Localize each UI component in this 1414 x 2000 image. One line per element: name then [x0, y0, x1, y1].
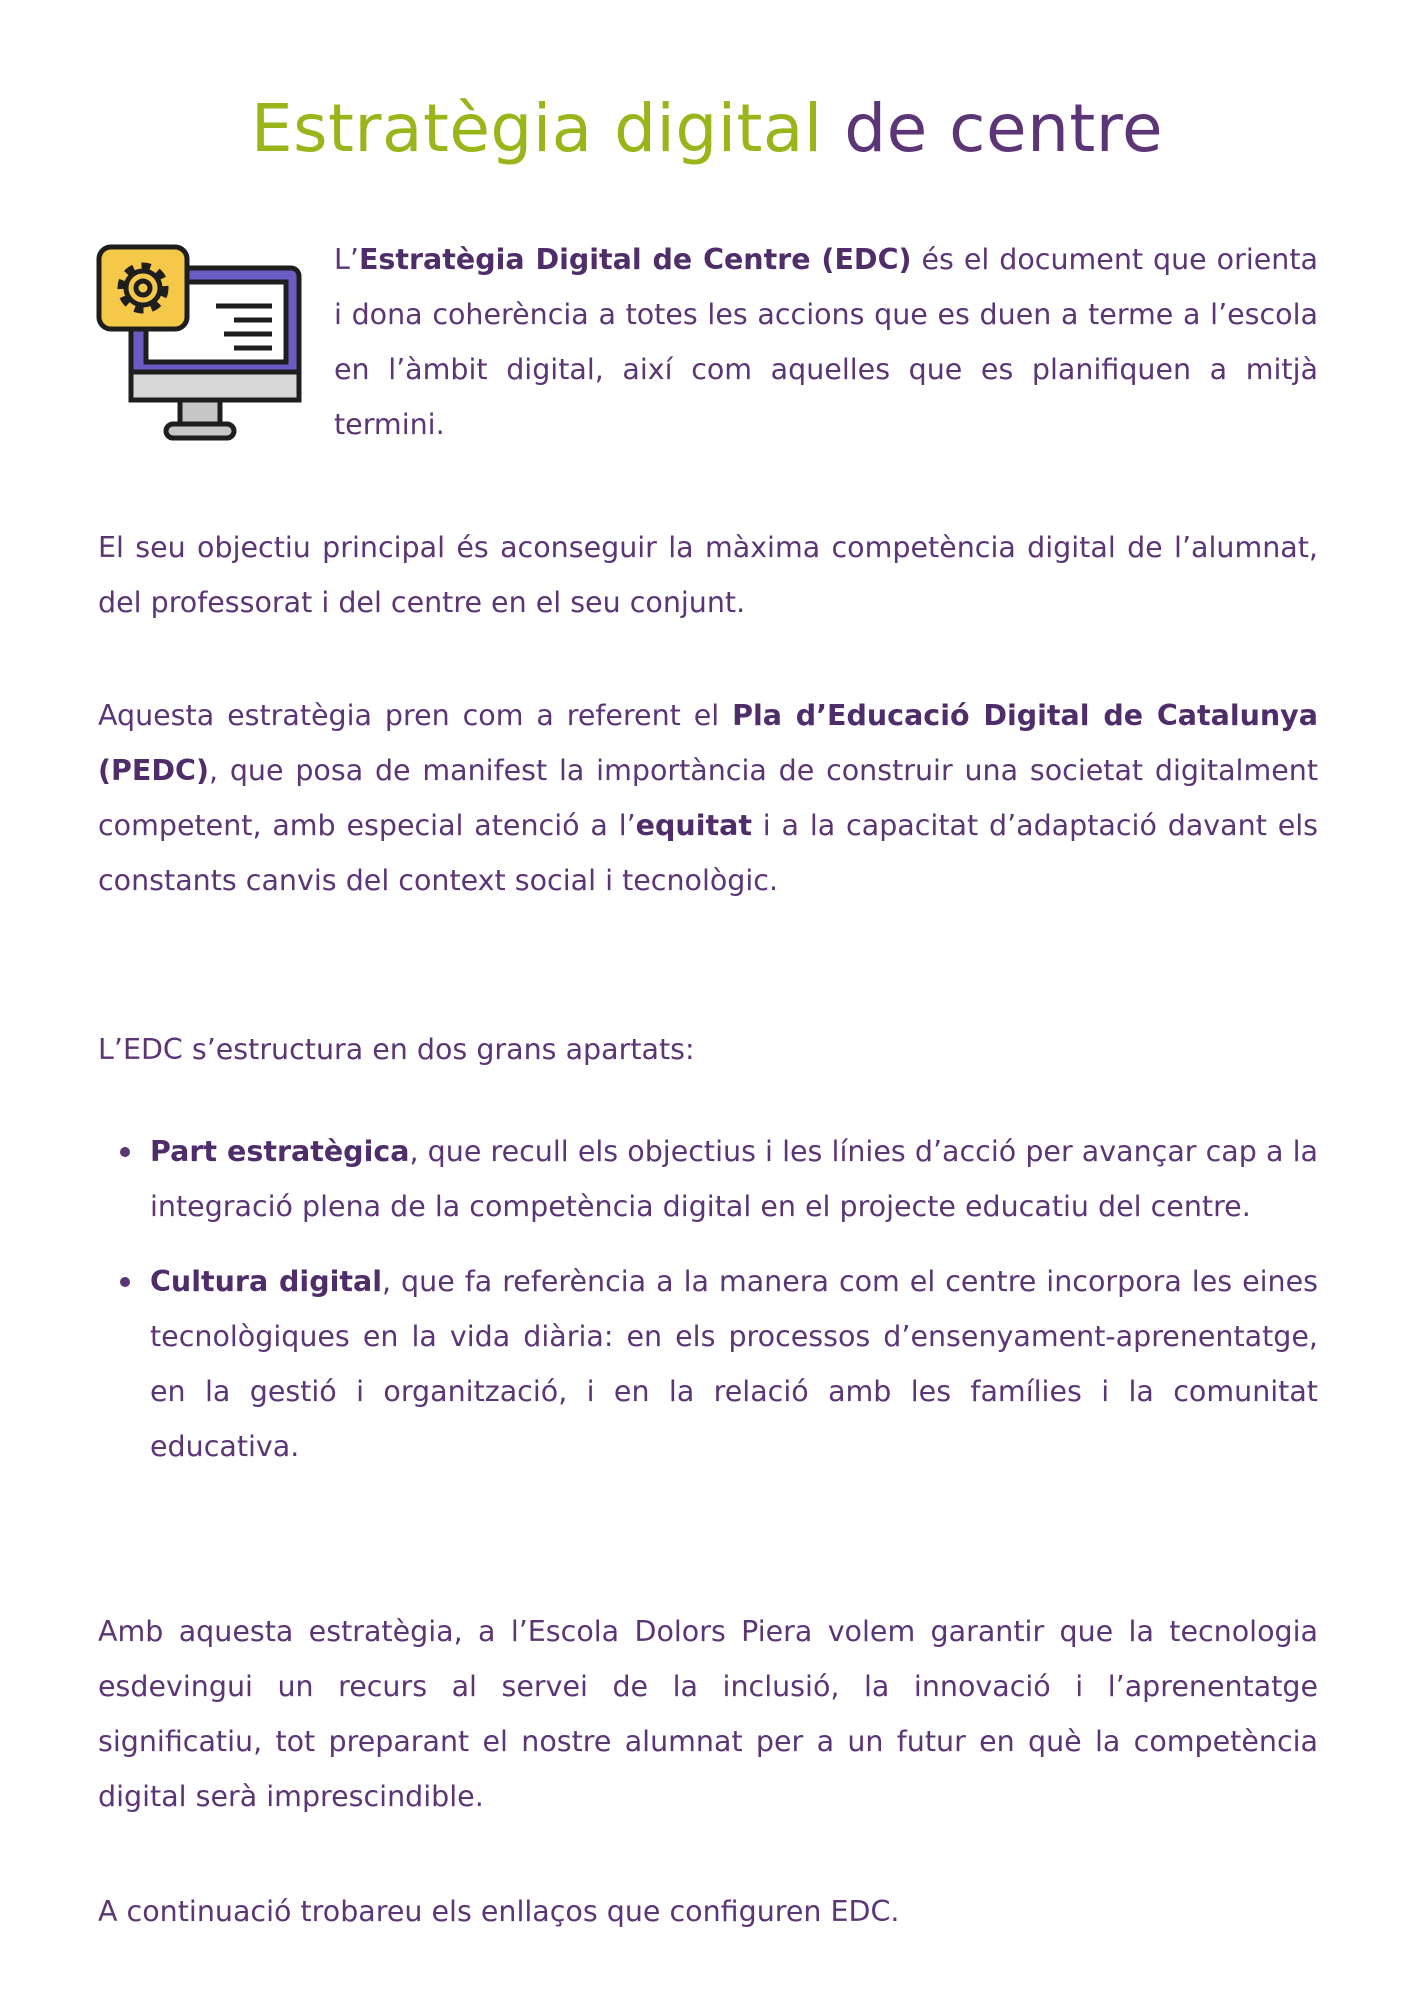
pedc-text-1: Aquesta estratègia pren com a referent el: [98, 699, 733, 732]
pedc-bold-title: Pla d’Educació Digital de Catalunya (PEDC): [98, 699, 1318, 787]
intro-text-2: és el document que orienta i dona coherència a totes les accions que es duen a terme a l’escola en l’àmbit digital, així com aquelles que es planifiquen a mitjà termini.: [334, 243, 1318, 441]
sections-list: [98, 1124, 1318, 1494]
page-title: [0, 84, 1414, 174]
computer-settings-icon: [96, 244, 304, 444]
title-part-purple: de centre: [844, 90, 1164, 167]
list-item-text: , que fa referència a la manera com el centre incorpora les eines tecnològiques en la vida diària: en els processos d’ensenyament-aprenentatge, en la gestió i organització, i en la relació amb les famílies i la comunitat educativa.: [150, 1265, 1318, 1463]
title-part-green: Estratègia digital: [250, 90, 823, 167]
pedc-bold-equitat: equitat: [635, 809, 752, 842]
intro-section: [96, 232, 1318, 452]
pedc-text-3: i a la capacitat d’adaptació davant els constants canvis del context social i tecnològic.: [98, 809, 1318, 897]
objective-paragraph: El seu objectiu principal és aconseguir la màxima competència digital de l’alumnat, del professorat i del centre en el seu conjunt.: [98, 531, 1318, 619]
intro-bold-edc: Estratègia Digital de Centre (EDC): [358, 243, 912, 276]
structure-paragraph: L’EDC s’estructura en dos grans apartats:: [98, 1033, 695, 1066]
list-item-text: , que recull els objectius i les línies d’acció per avançar cap a la integració plena de la competència digital en el projecte educatiu del centre.: [150, 1135, 1318, 1223]
list-item: [98, 1254, 1318, 1474]
list-item: [98, 1124, 1318, 1234]
bullet-dot: [120, 1277, 130, 1287]
list-item-bold: Part estratègica: [150, 1135, 410, 1168]
bullet-dot: [120, 1147, 130, 1157]
links-intro-paragraph: A continuació trobareu els enllaços que configuren EDC.: [98, 1895, 900, 1928]
school-paragraph: Amb aquesta estratègia, a l’Escola Dolors Piera volem garantir que la tecnologia esdevingui un recurs al servei de la inclusió, la innovació i l’aprenentatge significatiu, tot preparant el nostre alumnat per a un futur en què la competència digital serà imprescindible.: [98, 1615, 1318, 1813]
list-item-bold: Cultura digital: [150, 1265, 382, 1298]
pedc-paragraph: [98, 688, 1318, 908]
intro-text-1: L’: [334, 243, 359, 276]
pedc-text-2: , que posa de manifest la importància de construir una societat digitalment competent, amb especial atenció a l’: [98, 754, 1318, 842]
